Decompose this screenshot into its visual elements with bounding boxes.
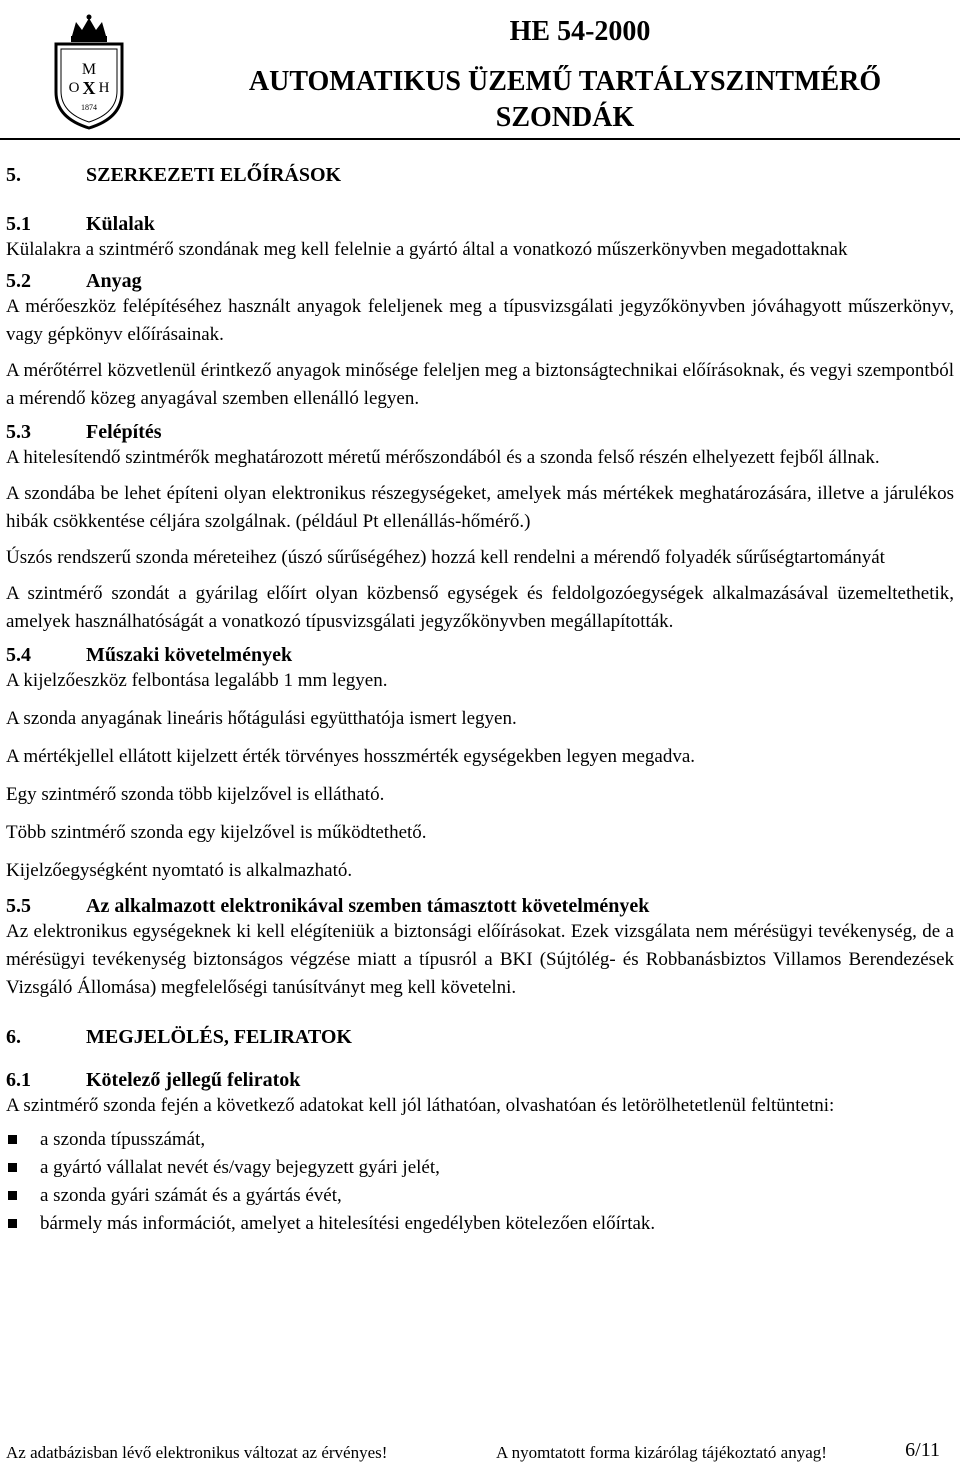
paragraph: A szondába be lehet építeni olyan elektronikus részegységeket, amelyek más mértékek meghatározására, illetve a járulékos hibák csökkentése céljára szolgálnak. (például Pt ellenállás-hőmérő.) bbox=[6, 483, 954, 532]
document-title-line2: SZONDÁK bbox=[495, 102, 635, 133]
bullet-square-icon bbox=[8, 1135, 17, 1144]
paragraph: A kijelzőeszköz felbontása legalább 1 mm legyen. bbox=[6, 670, 388, 691]
document-title bbox=[170, 64, 960, 136]
paragraph: Kijelzőegységként nyomtató is alkalmazható. bbox=[6, 860, 353, 881]
list-item-text: a szonda típusszámát, bbox=[40, 1129, 206, 1150]
document-body bbox=[6, 160, 954, 1238]
paragraph: A mértékjellel ellátott kijelzett érték törvényes hosszmérték egységekben legyen megadva. bbox=[6, 746, 696, 767]
crest-logo bbox=[44, 14, 134, 132]
list-item bbox=[6, 1154, 954, 1182]
paragraph: Az elektronikus egységeknek ki kell elégíteniük a biztonsági előírásokat. Ezek vizsgálata nem mérésügyi tevékenység, de a mérésügyi tevékenység biztonságos végzése miatt a típusról a BKI (Sújtólég- és Robbanásbiztos Villamos Berendezések Vizsgáló Állomása) megfelelőségi tanúsítványt meg kell követelni. bbox=[6, 921, 954, 998]
svg-text:O: O bbox=[68, 80, 80, 96]
document-code: HE 54-2000 bbox=[509, 16, 651, 47]
paragraph: Külalakra a szintmérő szondának meg kell felelnie a gyártó által a vonatkozó műszerkönyvben megadottaknak bbox=[6, 239, 848, 260]
list-item bbox=[6, 1182, 954, 1210]
list-item-text: bármely más információt, amelyet a hitelesítési engedélyben kötelezően előírtak. bbox=[40, 1213, 656, 1234]
page-number: 6/11 bbox=[905, 1439, 940, 1461]
paragraph: A szonda anyagának lineáris hőtágulási együtthatója ismert legyen. bbox=[6, 708, 517, 729]
paragraph: A mérőeszköz felépítéséhez használt anyagok feleljenek meg a típusvizsgálati jegyzőkönyvben jóváhagyott műszerkönyv, vagy gépkönyv előírásainak. bbox=[6, 296, 954, 345]
section-number: 5.4 bbox=[6, 644, 31, 666]
section-5-4-heading bbox=[6, 644, 954, 667]
paragraph: A szintmérő szondát a gyárilag előírt olyan közbenső egységek és feldolgozóegységek alkalmazásával üzemeltethetik, amelyek használhatóságát a vonatkozó típusvizsgálati jegyzőkönyvben megállapították. bbox=[6, 583, 954, 632]
section-5-3-heading bbox=[6, 421, 954, 444]
section-number: 5.2 bbox=[6, 270, 31, 292]
header-divider bbox=[0, 138, 960, 140]
list-item bbox=[6, 1126, 954, 1154]
section-title: Az alkalmazott elektronikával szemben támasztott követelmények bbox=[86, 895, 650, 917]
paragraph: A mérőtérrel közvetlenül érintkező anyagok minősége feleljen meg a biztonságtechnikai előírásoknak, és vegyi szempontból a mérendő közeg anyagával szemben ellenálló legyen. bbox=[6, 360, 954, 409]
bullet-square-icon bbox=[8, 1163, 17, 1172]
paragraph: Egy szintmérő szonda több kijelzővel is ellátható. bbox=[6, 784, 385, 805]
section-number: 5.1 bbox=[6, 213, 31, 235]
section-title: Kötelező jellegű feliratok bbox=[86, 1069, 301, 1091]
paragraph: A szintmérő szonda fején a következő adatokat kell jól láthatóan, olvashatóan és letörölhetetlenül feltüntetni: bbox=[6, 1095, 835, 1116]
footer-print-note: A nyomtatott forma kizárólag tájékoztató anyag! bbox=[496, 1443, 827, 1462]
bullet-square-icon bbox=[8, 1191, 17, 1200]
section-title: SZERKEZETI ELŐÍRÁSOK bbox=[86, 164, 342, 186]
section-title: Külalak bbox=[86, 213, 155, 235]
section-5-5-heading bbox=[6, 895, 954, 918]
section-number: 5.3 bbox=[6, 421, 31, 443]
page-header bbox=[0, 0, 960, 142]
paragraph: Több szintmérő szonda egy kijelzővel is működtethető. bbox=[6, 822, 427, 843]
paragraph: Úszós rendszerű szonda méreteihez (úszó sűrűségéhez) hozzá kell rendelni a mérendő folyadék sűrűségtartományát bbox=[6, 547, 885, 568]
paragraph: A hitelesítendő szintmérők meghatározott méretű mérőszondából és a szonda felső részén elhelyezett fejből állnak. bbox=[6, 447, 880, 468]
list-item-text: a szonda gyári számát és a gyártás évét, bbox=[40, 1185, 342, 1206]
section-title: Műszaki követelmények bbox=[86, 644, 293, 666]
section-title: Anyag bbox=[86, 270, 142, 292]
list-item-text: a gyártó vállalat nevét és/vagy bejegyzett gyári jelét, bbox=[40, 1157, 440, 1178]
svg-text:X: X bbox=[82, 78, 96, 98]
section-number: 5. bbox=[6, 164, 21, 186]
requirements-list bbox=[6, 1126, 954, 1238]
section-6-1-heading bbox=[6, 1069, 954, 1092]
section-5-1-heading bbox=[6, 213, 954, 236]
footer-validity-note: Az adatbázisban lévő elektronikus változat az érvényes! bbox=[6, 1443, 388, 1462]
svg-text:1874: 1874 bbox=[81, 103, 97, 112]
section-number: 6.1 bbox=[6, 1069, 31, 1091]
list-item bbox=[6, 1210, 954, 1238]
section-5-2-heading bbox=[6, 270, 954, 293]
section-number: 5.5 bbox=[6, 895, 31, 917]
document-title-line1: AUTOMATIKUS ÜZEMŰ TARTÁLYSZINTMÉRŐ bbox=[248, 66, 882, 97]
section-title: Felépítés bbox=[86, 421, 162, 443]
section-title: MEGJELÖLÉS, FELIRATOK bbox=[86, 1026, 352, 1048]
section-5-heading bbox=[6, 164, 954, 187]
section-6-heading bbox=[6, 1026, 954, 1049]
svg-text:H: H bbox=[98, 80, 110, 96]
svg-text:M: M bbox=[81, 61, 97, 78]
section-number: 6. bbox=[6, 1026, 21, 1048]
bullet-square-icon bbox=[8, 1219, 17, 1228]
